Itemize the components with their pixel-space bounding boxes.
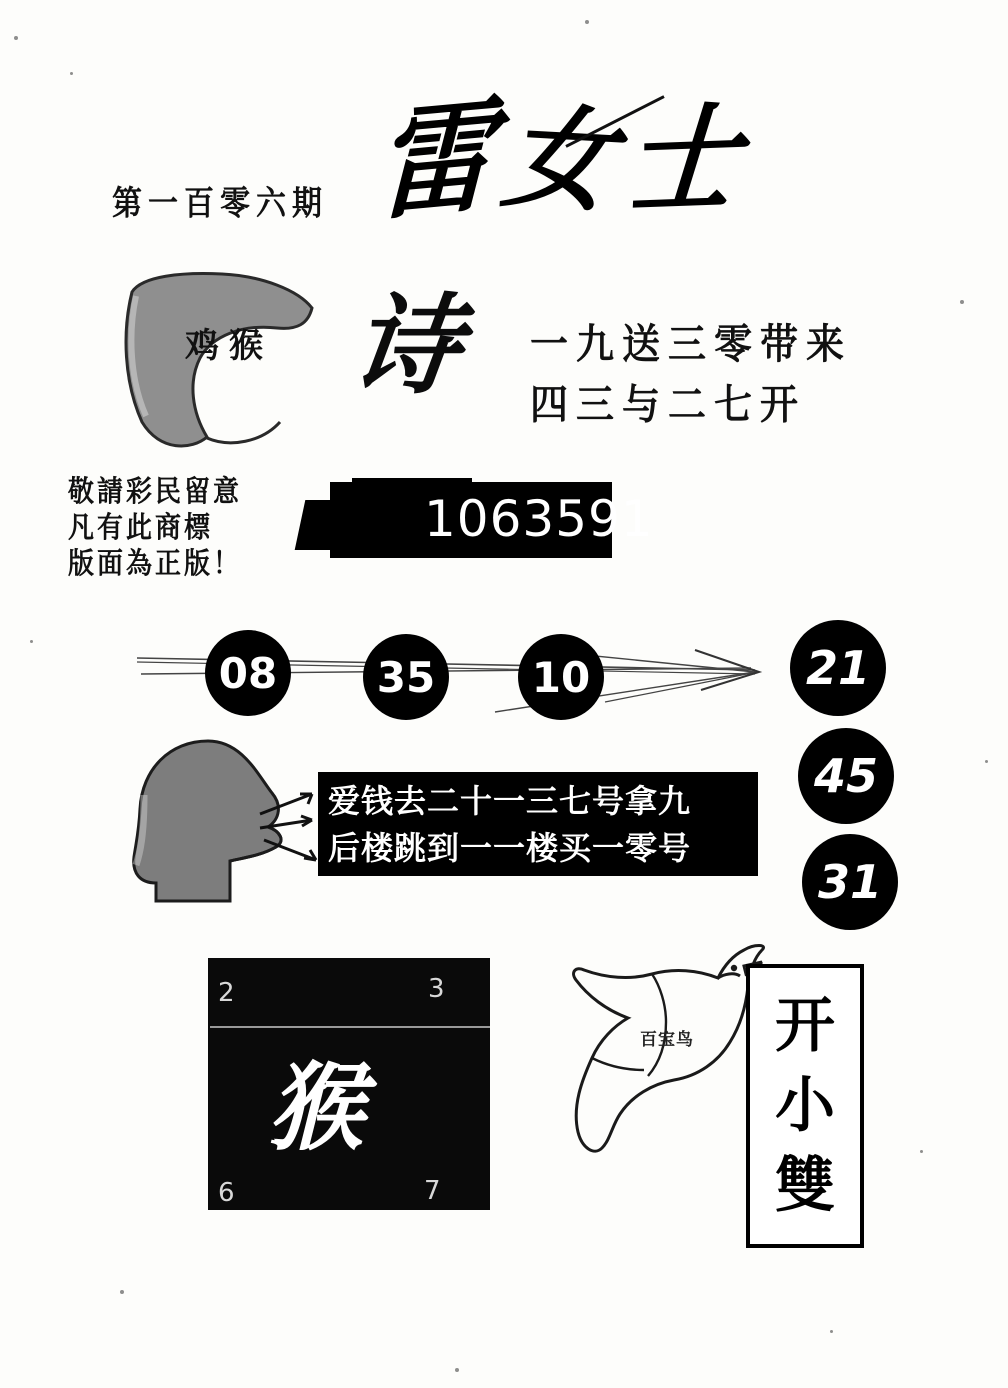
- vertical-text-box: [746, 964, 864, 1248]
- scan-speck: [120, 1290, 124, 1294]
- page-title: [370, 82, 855, 240]
- scan-speck: [985, 760, 988, 763]
- scan-speck: [14, 36, 18, 40]
- dove-mark-label: 百宝鸟: [640, 1030, 694, 1050]
- panel-corner-number: 6: [218, 1178, 235, 1208]
- scan-speck: [920, 1150, 923, 1153]
- poem-line-2: 四三与二七开: [530, 379, 807, 428]
- panel-corner-number: 3: [428, 974, 445, 1004]
- panel-center-char: 猴: [268, 1051, 364, 1164]
- scan-speck: [960, 300, 964, 304]
- poem-heading-char: 诗: [344, 283, 468, 409]
- speech-text-block: [318, 772, 758, 876]
- copyright-note-line-3: 版面為正版！: [68, 547, 243, 581]
- title-char-2: 女: [496, 91, 634, 229]
- zodiac-animals-label: 鸡猴: [185, 326, 273, 366]
- issue-label: 第一百零六期: [112, 184, 328, 224]
- number-ball: 08: [205, 630, 291, 716]
- number-ball: 35: [363, 634, 449, 720]
- vertical-box-char: 小: [775, 1071, 835, 1141]
- copyright-note-line-1: 敬請彩民留意: [68, 475, 243, 509]
- number-ball: 31: [802, 834, 898, 930]
- serial-number: 1063591: [424, 490, 654, 548]
- poem-lines: [530, 314, 852, 435]
- vertical-box-char: 开: [775, 991, 835, 1061]
- panel-divider: [210, 1026, 490, 1028]
- title-char-1: 雷: [373, 82, 508, 239]
- speech-line-2: 后楼跳到一一楼买一零号: [328, 829, 692, 867]
- poem-line-1: 一九送三零带来: [530, 318, 853, 368]
- scan-speck: [830, 1330, 833, 1333]
- copyright-note-line-2: 凡有此商標: [68, 511, 214, 545]
- panel-corner-number: 7: [424, 1176, 441, 1206]
- copyright-note: [68, 474, 242, 582]
- scan-speck: [455, 1368, 459, 1372]
- number-ball: 21: [790, 620, 886, 716]
- scan-speck: [30, 640, 33, 643]
- panel-corner-number: 2: [218, 978, 235, 1008]
- number-ball: 10: [518, 634, 604, 720]
- number-ball: 45: [798, 728, 894, 824]
- speech-line-1: 爱钱去二十一三七号拿九: [328, 782, 692, 820]
- vertical-box-char: 雙: [775, 1151, 835, 1221]
- scan-speck: [70, 72, 73, 75]
- scan-speck: [585, 20, 589, 24]
- title-char-3: 士: [621, 89, 756, 232]
